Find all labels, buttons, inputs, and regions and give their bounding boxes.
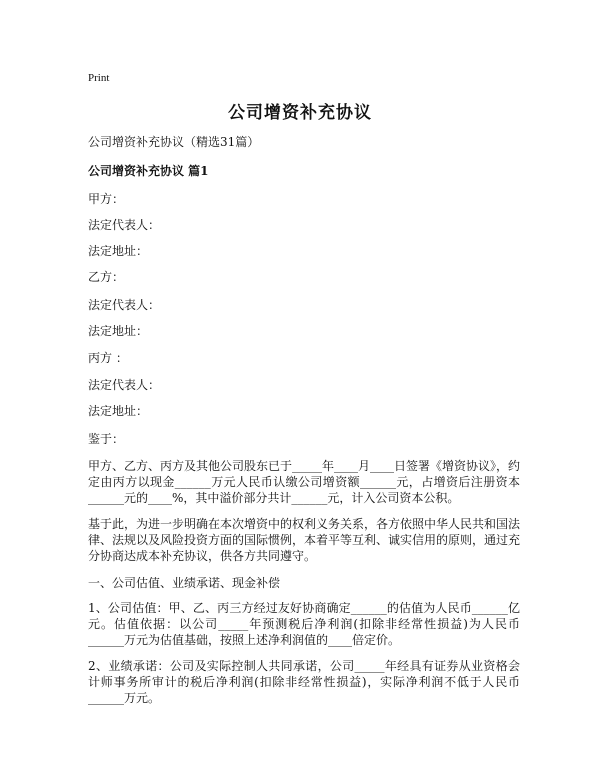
field-address-c: 法定地址： <box>88 404 149 418</box>
field-legal-rep-a: 法定代表人： <box>88 218 161 232</box>
paragraph-valuation: 1、公司估值：甲、乙、丙三方经过友好协商确定______的估值为人民币______亿元。估值依据：以公司_____年预测税后净利润(扣除非经常性损益)为人民币______万元为估值基础，按照上述净利润值的____倍定价。 <box>88 601 520 647</box>
field-party-b: 乙方： <box>88 270 125 284</box>
field-legal-rep-b: 法定代表人： <box>88 298 161 312</box>
field-address-b: 法定地址： <box>88 324 149 338</box>
paragraph-purpose: 基于此，为进一步明确在本次增资中的权利义务关系，各方依照中华人民共和国法律、法规以及风险投资方面的国际惯例，本着平等互利、诚实信用的原则，通过充分协商达成本补充协议，供各方共同遵守。 <box>88 517 521 563</box>
field-party-a: 甲方： <box>88 192 125 206</box>
page-title: 公司增资补充协议 <box>228 103 372 123</box>
paragraph-performance: 2、业绩承诺：公司及实际控制人共同承诺，公司_____年经具有证券从业资格会计师事务所审计的税后净利润(扣除非经常性损益)，实际净利润不低于人民币______万元。 <box>88 659 520 705</box>
field-whereas: 鉴于： <box>88 432 125 446</box>
section-title-valuation: 一、公司估值、业绩承诺、现金补偿 <box>88 576 281 590</box>
section-heading: 公司增资补充协议 篇1 <box>88 164 209 178</box>
field-address-a: 法定地址： <box>88 244 149 258</box>
document-subtitle: 公司增资补充协议（精选31篇） <box>88 135 260 149</box>
paragraph-recital: 甲方、乙方、丙方及其他公司股东已于_____年____月____日签署《增资协议》，约定由丙方以现金______万元人民币认缴公司增资额______元，占增资后注册资本______元的____%，其中溢价部分共计______元，计入公司资本公积。 <box>88 459 521 505</box>
field-party-c: 丙方 ： <box>88 351 128 365</box>
print-label[interactable]: Print <box>88 72 110 84</box>
field-legal-rep-c: 法定代表人： <box>88 378 161 392</box>
